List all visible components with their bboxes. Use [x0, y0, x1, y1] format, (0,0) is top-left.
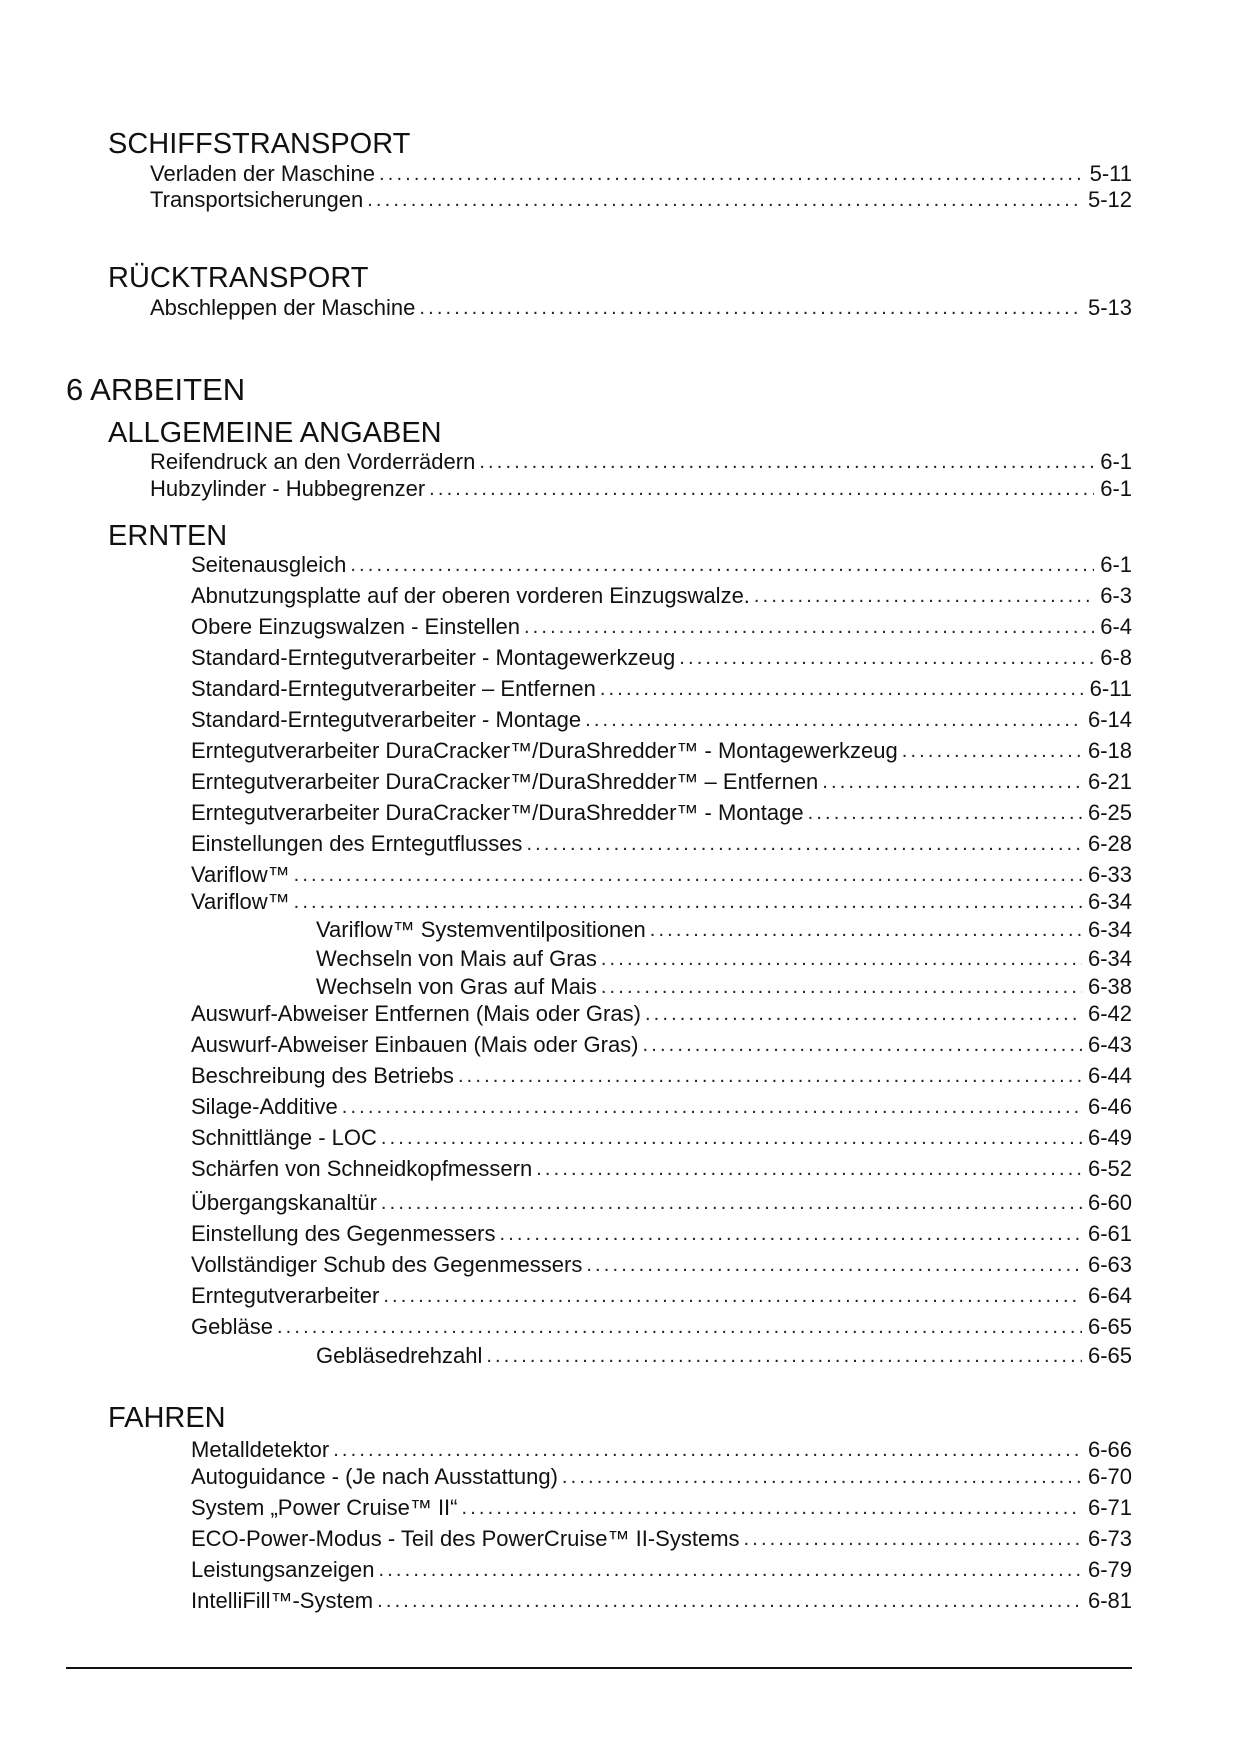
- toc-entry-label: Gebläsedrehzahl: [316, 1343, 483, 1368]
- toc-leader: [294, 862, 1082, 888]
- section-heading-ernten: ERNTEN: [108, 520, 228, 552]
- toc-entry-page: 6-11: [1089, 676, 1132, 701]
- toc-leader: [381, 1125, 1082, 1151]
- toc-leader: [536, 1156, 1082, 1182]
- toc-entry[interactable]: [191, 1557, 1132, 1583]
- toc-leader: [585, 707, 1082, 733]
- toc-entry-page: 6-66: [1087, 1437, 1132, 1462]
- toc-entry[interactable]: [150, 476, 1132, 502]
- toc-entry[interactable]: [191, 707, 1132, 733]
- toc-entry-label: Wechseln von Gras auf Mais: [316, 974, 597, 999]
- toc-entry-page: 6-4: [1100, 614, 1132, 639]
- toc-entry-label: Variflow™ Systemventilpositionen: [316, 917, 646, 942]
- toc-entry-label: Abnutzungsplatte auf der oberen vorderen Einzugswalze.: [191, 583, 750, 608]
- toc-entry-label: Einstellungen des Erntegutflusses: [191, 831, 523, 856]
- toc-entry[interactable]: [191, 552, 1132, 578]
- toc-leader: [479, 449, 1094, 475]
- toc-entry-page: 6-79: [1087, 1557, 1132, 1582]
- toc-entry-page: 6-65: [1087, 1314, 1132, 1339]
- toc-entry-page: 6-61: [1087, 1221, 1132, 1246]
- toc-entry[interactable]: [191, 1526, 1132, 1552]
- chapter-title: 6 ARBEITEN: [66, 372, 246, 407]
- toc-entry[interactable]: [191, 583, 1132, 609]
- toc-entry-label: Standard-Erntegutverarbeiter - Montage: [191, 707, 582, 732]
- toc-entry[interactable]: [191, 1437, 1132, 1463]
- toc-entry[interactable]: [150, 187, 1132, 213]
- toc-leader: [462, 1495, 1082, 1521]
- toc-entry-page: 6-34: [1087, 917, 1132, 942]
- toc-entry[interactable]: [191, 614, 1132, 640]
- toc-entry-label: Metalldetektor: [191, 1437, 330, 1462]
- toc-entry[interactable]: [191, 1094, 1132, 1120]
- toc-entry[interactable]: [191, 1190, 1132, 1216]
- toc-entry[interactable]: [191, 1464, 1132, 1490]
- section-heading-allgemeine-angaben: ALLGEMEINE ANGABEN: [108, 417, 442, 449]
- toc-entry-label: Silage-Additive: [191, 1094, 338, 1119]
- toc-entry-page: 6-33: [1087, 862, 1132, 887]
- toc-entry-label: Übergangskanaltür: [191, 1190, 377, 1215]
- toc-entry[interactable]: [191, 1495, 1132, 1521]
- toc-leader: [500, 1221, 1082, 1247]
- toc-leader: [458, 1063, 1082, 1089]
- toc-entry-label: Beschreibung des Betriebs: [191, 1063, 454, 1088]
- toc-entry-page: 6-1: [1100, 449, 1132, 474]
- toc-entry-page: 5-13: [1087, 295, 1132, 320]
- toc-entry-label: Hubzylinder - Hubbegrenzer: [150, 476, 426, 501]
- toc-entry-label: Seitenausgleich: [191, 552, 347, 577]
- section-heading-fahren: FAHREN: [108, 1402, 226, 1434]
- toc-subentry[interactable]: [316, 946, 1132, 972]
- toc-entry-page: 6-8: [1100, 645, 1132, 670]
- toc-entry-page: 5-11: [1089, 161, 1132, 186]
- section-heading-schiffstransport: SCHIFFSTRANSPORT: [108, 128, 411, 160]
- toc-entry-label: Schärfen von Schneidkopfmessern: [191, 1156, 533, 1181]
- toc-entry-label: Verladen der Maschine: [150, 161, 376, 186]
- toc-entry-label: Leistungsanzeigen: [191, 1557, 375, 1582]
- toc-entry[interactable]: [191, 1314, 1132, 1340]
- toc-entry-label: Standard-Erntegutverarbeiter – Entfernen: [191, 676, 596, 701]
- toc-entry-label: Erntegutverarbeiter DuraCracker™/DuraShredder™ - Montagewerkzeug: [191, 738, 898, 763]
- section-heading-ruecktransport: RÜCKTRANSPORT: [108, 262, 369, 294]
- toc-subentry[interactable]: [316, 974, 1132, 1000]
- toc-leader: [333, 1437, 1082, 1463]
- toc-entry-label: Abschleppen der Maschine: [150, 295, 416, 320]
- toc-entry-page: 6-43: [1087, 1032, 1132, 1057]
- toc-entry-label: Schnittlänge - LOC: [191, 1125, 377, 1150]
- toc-entry-page: 6-65: [1087, 1343, 1132, 1368]
- toc-entry-page: 6-3: [1100, 583, 1132, 608]
- toc-leader: [378, 1557, 1081, 1583]
- toc-leader: [526, 831, 1082, 857]
- toc-leader: [524, 614, 1094, 640]
- toc-leader: [601, 946, 1082, 972]
- toc-entry-page: 6-38: [1087, 974, 1132, 999]
- toc-leader: [808, 800, 1082, 826]
- toc-entry-label: Variflow™: [191, 862, 290, 887]
- toc-leader: [379, 161, 1084, 187]
- toc-entry[interactable]: [191, 1125, 1132, 1151]
- toc-entry-label: Variflow™: [191, 889, 290, 914]
- toc-entry-label: Autoguidance - (Je nach Ausstattung): [191, 1464, 558, 1489]
- toc-entry-page: 6-73: [1087, 1526, 1132, 1551]
- toc-entry-page: 6-25: [1087, 800, 1132, 825]
- toc-leader: [679, 645, 1094, 671]
- toc-entry-label: Reifendruck an den Vorderrädern: [150, 449, 476, 474]
- toc-leader: [643, 1032, 1082, 1058]
- toc-entry-page: 6-71: [1087, 1495, 1132, 1520]
- toc-entry[interactable]: [191, 1156, 1132, 1182]
- toc-entry-page: 6-34: [1087, 889, 1132, 914]
- toc-leader: [429, 476, 1094, 502]
- toc-entry[interactable]: [191, 1252, 1132, 1278]
- toc-entry[interactable]: [191, 769, 1132, 795]
- toc-entry-label: Obere Einzugswalzen - Einstellen: [191, 614, 520, 639]
- toc-entry-label: Erntegutverarbeiter DuraCracker™/DuraShredder™ - Montage: [191, 800, 804, 825]
- toc-entry[interactable]: [191, 1063, 1132, 1089]
- toc-leader: [600, 676, 1084, 702]
- toc-entry[interactable]: [191, 1221, 1132, 1247]
- toc-leader: [744, 1526, 1082, 1552]
- toc-entry-page: 6-34: [1087, 946, 1132, 971]
- toc-entry-label: Einstellung des Gegenmessers: [191, 1221, 496, 1246]
- toc-entry-label: Erntegutverarbeiter DuraCracker™/DuraShredder™ – Entfernen: [191, 769, 819, 794]
- toc-leader: [381, 1190, 1082, 1216]
- toc-subentry[interactable]: [316, 917, 1132, 943]
- toc-entry-label: ECO-Power-Modus - Teil des PowerCruise™ II-Systems: [191, 1526, 740, 1551]
- toc-entry-page: 6-64: [1087, 1283, 1132, 1308]
- toc-leader: [822, 769, 1082, 795]
- toc-entry[interactable]: [191, 800, 1132, 826]
- toc-leader: [754, 583, 1094, 609]
- toc-leader: [350, 552, 1094, 578]
- toc-entry[interactable]: [191, 645, 1132, 671]
- toc-entry[interactable]: [191, 889, 1132, 915]
- toc-entry-page: 6-60: [1087, 1190, 1132, 1215]
- toc-entry[interactable]: [191, 862, 1132, 888]
- toc-entry-page: 6-42: [1087, 1001, 1132, 1026]
- toc-leader: [277, 1314, 1082, 1340]
- toc-entry[interactable]: [191, 1001, 1132, 1027]
- footer-rule: [66, 1667, 1132, 1669]
- toc-subentry[interactable]: [316, 1343, 1132, 1369]
- toc-leader: [419, 295, 1082, 321]
- toc-leader: [377, 1588, 1082, 1614]
- toc-entry[interactable]: [191, 831, 1132, 857]
- toc-entry[interactable]: [191, 1283, 1132, 1309]
- toc-entry-page: 6-49: [1087, 1125, 1132, 1150]
- toc-entry-page: 5-12: [1087, 187, 1132, 212]
- toc-leader: [486, 1343, 1082, 1369]
- toc-entry[interactable]: [191, 1032, 1132, 1058]
- toc-leader: [650, 917, 1082, 943]
- toc-entry-page: 6-70: [1087, 1464, 1132, 1489]
- toc-entry[interactable]: [191, 738, 1132, 764]
- toc-entry-label: Gebläse: [191, 1314, 273, 1339]
- toc-entry[interactable]: [150, 449, 1132, 475]
- toc-entry-page: 6-14: [1087, 707, 1132, 732]
- toc-entry-label: Erntegutverarbeiter: [191, 1283, 380, 1308]
- toc-leader: [562, 1464, 1082, 1490]
- toc-entry-label: Vollständiger Schub des Gegenmessers: [191, 1252, 583, 1277]
- toc-entry-page: 6-1: [1100, 476, 1132, 501]
- toc-leader: [367, 187, 1082, 213]
- toc-entry-page: 6-52: [1087, 1156, 1132, 1181]
- toc-leader: [383, 1283, 1082, 1309]
- toc-entry-page: 6-46: [1087, 1094, 1132, 1119]
- toc-entry-label: Transportsicherungen: [150, 187, 364, 212]
- toc-entry[interactable]: [150, 161, 1132, 187]
- toc-leader: [294, 889, 1082, 915]
- toc-entry-label: System „Power Cruise™ II“: [191, 1495, 458, 1520]
- toc-entry-label: Standard-Erntegutverarbeiter - Montagewerkzeug: [191, 645, 676, 670]
- toc-entry[interactable]: [191, 676, 1132, 702]
- toc-leader: [342, 1094, 1082, 1120]
- toc-entry-page: 6-1: [1100, 552, 1132, 577]
- toc-entry-page: 6-28: [1087, 831, 1132, 856]
- toc-leader: [601, 974, 1082, 1000]
- toc-entry-label: Auswurf-Abweiser Einbauen (Mais oder Gras): [191, 1032, 639, 1057]
- toc-entry-label: Wechseln von Mais auf Gras: [316, 946, 597, 971]
- toc-leader: [902, 738, 1082, 764]
- toc-entry[interactable]: [191, 1588, 1132, 1614]
- toc-entry-page: 6-81: [1087, 1588, 1132, 1613]
- toc-entry-label: IntelliFill™-System: [191, 1588, 374, 1613]
- toc-entry-page: 6-44: [1087, 1063, 1132, 1088]
- toc-entry-page: 6-63: [1087, 1252, 1132, 1277]
- toc-leader: [645, 1001, 1082, 1027]
- toc-entry-page: 6-18: [1087, 738, 1132, 763]
- toc-entry-label: Auswurf-Abweiser Entfernen (Mais oder Gras): [191, 1001, 641, 1026]
- toc-entry[interactable]: [150, 295, 1132, 321]
- toc-leader: [586, 1252, 1082, 1278]
- toc-entry-page: 6-21: [1087, 769, 1132, 794]
